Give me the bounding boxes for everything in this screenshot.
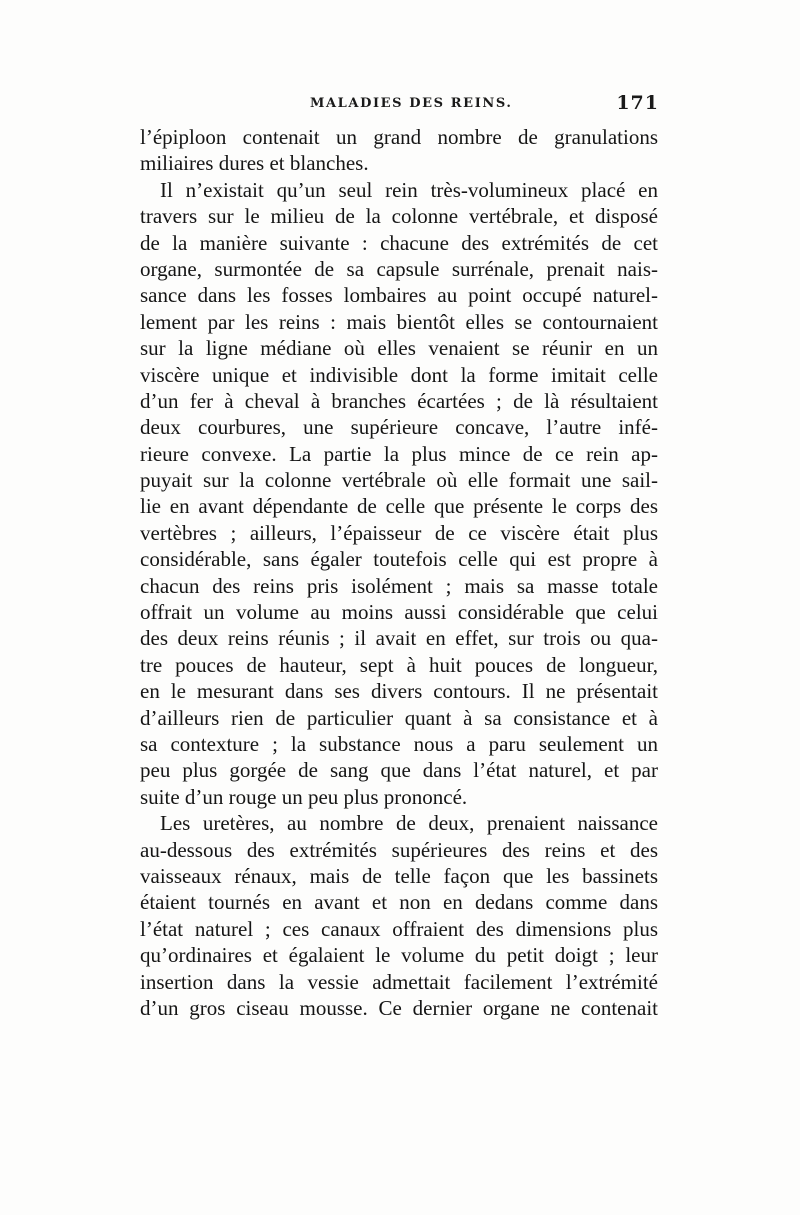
text-line: de la manière suivante : chacune des extrémités de cet: [140, 230, 658, 255]
text-line: d’un gros ciseau mousse. Ce dernier organe ne contenait: [140, 995, 658, 1020]
text-line: chacun des reins pris isolément ; mais sa masse totale: [140, 573, 658, 598]
paragraph: [140, 177, 658, 810]
text-line: sance dans les fosses lombaires au point occupé naturel-: [140, 283, 658, 308]
text-line: rieure convexe. La partie la plus mince de ce rein ap-: [140, 441, 658, 466]
text-line: sa contexture ; la substance nous a paru seulement un: [140, 731, 658, 756]
text-line: vertèbres ; ailleurs, l’épaisseur de ce viscère était plus: [140, 520, 658, 545]
text-line: organe, surmontée de sa capsule surrénale, prenait nais-: [140, 256, 658, 281]
text-line: tre pouces de hauteur, sept à huit pouces de longueur,: [140, 652, 658, 677]
paragraph: [140, 810, 658, 1021]
text-line: suite d’un rouge un peu plus prononcé.: [140, 784, 468, 809]
text-line: des deux reins réunis ; il avait en effet, sur trois ou qua-: [140, 626, 658, 651]
text-line: Il n’existait qu’un seul rein très-volumineux placé en: [160, 177, 658, 202]
text-line: sur la ligne médiane où elles venaient se réunir en un: [140, 336, 658, 361]
text-line: lie en avant dépendante de celle que présente le corps des: [140, 494, 658, 519]
text-line: insertion dans la vessie admettait facilement l’extrémité: [140, 969, 658, 994]
text-line: au-dessous des extrémités supérieures des reins et des: [140, 837, 658, 862]
text-line: étaient tournés en avant et non en dedans comme dans: [140, 890, 658, 915]
running-title: MALADIES DES REINS.: [310, 96, 513, 111]
text-line: l’épiploon contenait un grand nombre de granulations: [140, 125, 658, 149]
text-line: d’ailleurs rien de particulier quant à sa consistance et à: [140, 705, 658, 730]
text-line: l’état naturel ; ces canaux offraient des dimensions plus: [140, 916, 658, 941]
text-line: d’un fer à cheval à branches écartées ; de là résultaient: [140, 388, 658, 413]
text-line: lement par les reins : mais bientôt elles se contournaient: [140, 309, 658, 334]
text-line: en le mesurant dans ses divers contours. Il ne présentait: [140, 679, 658, 704]
paragraph: [140, 124, 658, 177]
text-line: viscère unique et indivisible dont la forme imitait celle: [140, 362, 658, 387]
text-line: offrait un volume au moins aussi considérable que celui: [140, 600, 658, 625]
text-line: puyait sur la colonne vertébrale où elle formait une sail-: [140, 468, 658, 493]
text-line: Les uretères, au nombre de deux, prenaient naissance: [160, 811, 658, 836]
text-line: peu plus gorgée de sang que dans l’état naturel, et par: [140, 758, 658, 783]
text-line: miliaires dures et blanches.: [140, 151, 369, 176]
text-line: travers sur le milieu de la colonne vertébrale, et disposé: [140, 204, 658, 229]
text-line: qu’ordinaires et égalaient le volume du petit doigt ; leur: [140, 943, 658, 968]
text-line: deux courbures, une supérieure concave, l’autre infé-: [140, 415, 658, 440]
page-header: [140, 94, 665, 118]
body-text: [140, 124, 658, 1021]
page-number: 171: [616, 92, 659, 114]
text-line: considérable, sans égaler toutefois celle qui est propre à: [140, 547, 658, 572]
text-line: vaisseaux rénaux, mais de telle façon que les bassinets: [140, 863, 658, 888]
